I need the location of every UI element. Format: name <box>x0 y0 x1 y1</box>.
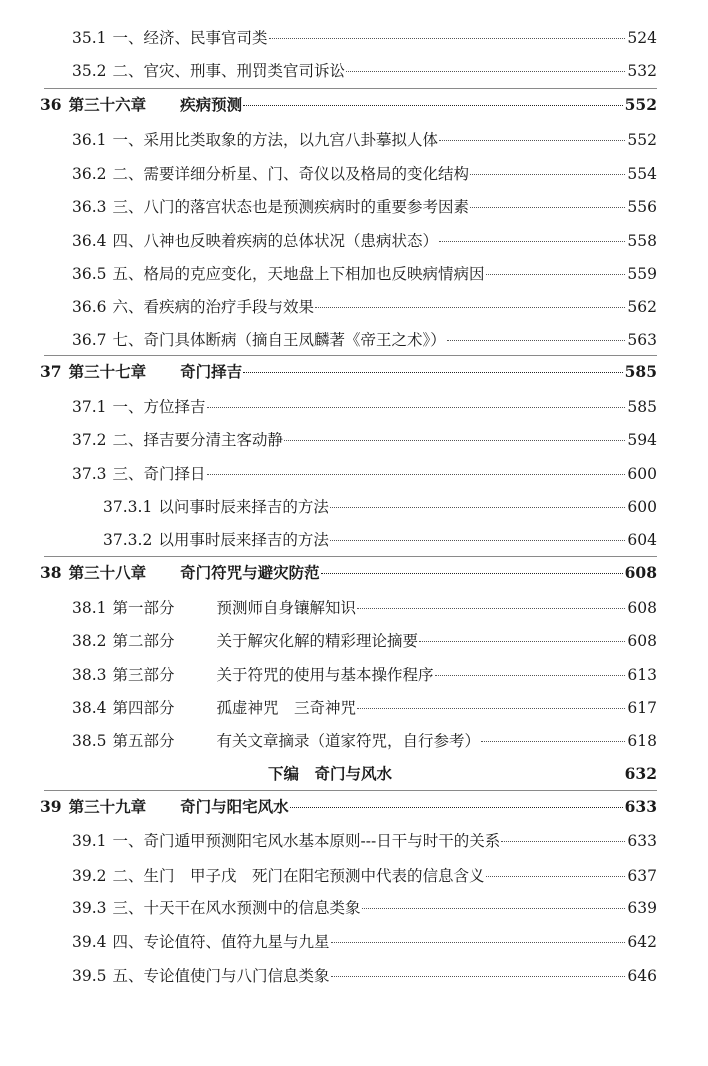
entry-title: 以用事时辰来择吉的方法 <box>158 531 329 549</box>
toc-entry[interactable] <box>72 28 657 50</box>
toc-entry[interactable] <box>72 866 657 888</box>
chapter-divider <box>44 790 657 791</box>
chapter-label: 第三十六章 <box>68 95 147 114</box>
dot-leader <box>447 340 626 341</box>
page-number: 608 <box>627 599 657 617</box>
entry-number: 38.2 <box>72 632 107 650</box>
entry-number: 36.5 <box>72 265 107 283</box>
page-number: 552 <box>624 95 657 114</box>
dot-leader <box>284 440 625 441</box>
page-number: 617 <box>627 699 657 717</box>
toc-entry[interactable] <box>72 731 657 753</box>
dot-leader <box>315 307 625 308</box>
toc-entry[interactable] <box>72 264 657 286</box>
page-number: 585 <box>627 398 657 416</box>
toc-entry[interactable] <box>72 966 657 988</box>
dot-leader <box>290 807 623 808</box>
entry-title: 一、经济、民事官司类 <box>112 29 268 47</box>
entry-number: 37.3.2 <box>103 531 153 549</box>
entry-number: 36.7 <box>72 331 107 349</box>
entry-number: 39.2 <box>72 867 107 885</box>
dot-leader <box>357 608 625 609</box>
entry-number: 35.2 <box>72 62 107 80</box>
entry-number: 36.1 <box>72 131 107 149</box>
dot-leader <box>470 174 625 175</box>
dot-leader <box>269 38 626 39</box>
entry-title: 六、看疾病的治疗手段与效果 <box>112 298 315 316</box>
page-number: 600 <box>627 498 657 516</box>
page-number: 639 <box>627 899 657 917</box>
page-number: 556 <box>627 198 657 216</box>
chapter-label: 第三十七章 <box>68 362 147 381</box>
page-number: 532 <box>627 62 657 80</box>
dot-leader <box>486 274 626 275</box>
page-number: 600 <box>627 465 657 483</box>
toc-entry[interactable] <box>72 130 657 152</box>
dot-leader <box>357 708 625 709</box>
entry-title: 二、生门 甲子戊 死门在阳宅预测中代表的信息含义 <box>112 867 485 885</box>
dot-leader <box>486 876 626 877</box>
dot-leader <box>435 675 626 676</box>
part-label: 第二部分 <box>112 632 175 650</box>
dot-leader <box>501 841 625 842</box>
entry-title: 一、采用比类取象的方法，以九宫八卦摹拟人体 <box>112 131 439 149</box>
dot-leader <box>330 507 626 508</box>
part-label: 第四部分 <box>112 699 175 717</box>
toc-entry[interactable] <box>72 231 657 253</box>
dot-leader <box>470 207 625 208</box>
page-number: 559 <box>627 265 657 283</box>
page-number: 642 <box>627 933 657 951</box>
dot-leader <box>243 372 623 373</box>
entry-title: 三、十天干在风水预测中的信息类象 <box>112 899 361 917</box>
volume-title: 下编 奇门与风水 <box>268 764 393 783</box>
chapter-label: 第三十九章 <box>68 797 147 816</box>
dot-leader <box>346 71 625 72</box>
toc-entry[interactable] <box>72 598 657 620</box>
chapter-row[interactable] <box>40 797 657 819</box>
entry-number: 39 <box>40 797 62 816</box>
page-number: 524 <box>627 29 657 47</box>
entry-number: 38.1 <box>72 599 107 617</box>
dot-leader <box>362 908 626 909</box>
page-number: 613 <box>627 666 657 684</box>
entry-number: 35.1 <box>72 29 107 47</box>
toc-entry[interactable] <box>72 164 657 186</box>
entry-number: 38 <box>40 563 62 582</box>
page-number: 608 <box>624 563 657 582</box>
part-label: 第三部分 <box>112 666 175 684</box>
page-number: 608 <box>627 632 657 650</box>
entry-title: 七、奇门具体断病（摘自王凤麟著《帝王之术》） <box>112 331 446 349</box>
entry-number: 36.2 <box>72 165 107 183</box>
dot-leader <box>331 942 626 943</box>
toc-entry[interactable] <box>103 530 657 552</box>
dot-leader <box>331 976 626 977</box>
entry-number: 39.4 <box>72 933 107 951</box>
chapter-row[interactable] <box>40 563 657 585</box>
volume-heading-row[interactable] <box>268 764 657 784</box>
chapter-divider <box>44 556 657 557</box>
part-label: 第一部分 <box>112 599 175 617</box>
page-number: 552 <box>627 131 657 149</box>
entry-number: 39.1 <box>72 832 107 850</box>
chapter-divider <box>44 355 657 356</box>
toc-entry[interactable] <box>72 297 657 319</box>
entry-title: 二、择吉要分清主客动静 <box>112 431 284 449</box>
entry-number: 38.5 <box>72 732 107 750</box>
entry-title: 四、专论值符、值符九星与九星 <box>112 933 330 951</box>
dot-leader <box>439 241 625 242</box>
page-number: 618 <box>627 732 657 750</box>
toc-entry[interactable] <box>72 397 657 419</box>
entry-title: 关于符咒的使用与基本操作程序 <box>216 666 434 684</box>
entry-title: 有关文章摘录（道家符咒，自行参考） <box>216 732 481 750</box>
page-number: 632 <box>624 764 657 783</box>
toc-entry[interactable] <box>72 898 657 920</box>
entry-title: 三、八门的落宫状态也是预测疾病时的重要参考因素 <box>112 198 470 216</box>
entry-number: 36.6 <box>72 298 107 316</box>
dot-leader <box>330 540 626 541</box>
entry-title: 二、需要详细分析星、门、奇仪以及格局的变化结构 <box>112 165 470 183</box>
toc-entry[interactable] <box>72 631 657 653</box>
entry-number: 37.3.1 <box>103 498 153 516</box>
entry-number: 36 <box>40 95 62 114</box>
dot-leader <box>419 641 625 642</box>
entry-number: 38.3 <box>72 666 107 684</box>
entry-title: 五、格局的克应变化，天地盘上下相加也反映病情病因 <box>112 265 485 283</box>
dot-leader <box>321 573 623 574</box>
page-number: 646 <box>627 967 657 985</box>
part-label: 第五部分 <box>112 732 175 750</box>
entry-number: 36.4 <box>72 232 107 250</box>
chapter-title: 奇门符咒与避灾防范 <box>180 563 320 582</box>
entry-title: 孤虚神咒 三奇神咒 <box>216 699 357 717</box>
chapter-divider <box>44 88 657 89</box>
dot-leader <box>243 105 623 106</box>
toc-entry[interactable] <box>72 698 657 720</box>
page-number: 558 <box>627 232 657 250</box>
entry-number: 37 <box>40 362 62 381</box>
page-number: 633 <box>624 797 657 816</box>
page-number: 562 <box>627 298 657 316</box>
page-number: 594 <box>627 431 657 449</box>
toc-entry[interactable] <box>72 330 657 352</box>
toc-entry[interactable] <box>72 831 657 853</box>
entry-number: 38.4 <box>72 699 107 717</box>
chapter-title: 奇门与阳宅风水 <box>180 797 289 816</box>
entry-title: 一、奇门遁甲预测阳宅风水基本原则---日干与时干的关系 <box>112 832 501 850</box>
chapter-row[interactable] <box>40 95 657 117</box>
toc-entry[interactable] <box>103 497 657 519</box>
page-number: 604 <box>627 531 657 549</box>
dot-leader <box>439 140 625 141</box>
entry-title: 五、专论值使门与八门信息类象 <box>112 967 330 985</box>
page-number: 563 <box>627 331 657 349</box>
toc-entry[interactable] <box>72 932 657 954</box>
toc-entry[interactable] <box>72 665 657 687</box>
entry-number: 36.3 <box>72 198 107 216</box>
dot-leader <box>207 407 626 408</box>
entry-number: 37.3 <box>72 465 107 483</box>
chapter-row[interactable] <box>40 362 657 384</box>
chapter-title: 疾病预测 <box>180 95 243 114</box>
entry-title: 以问事时辰来择吉的方法 <box>158 498 329 516</box>
entry-title: 预测师自身镶解知识 <box>216 599 357 617</box>
toc-entry[interactable] <box>72 464 657 486</box>
entry-title: 三、奇门择日 <box>112 465 206 483</box>
dot-leader <box>481 741 625 742</box>
entry-number: 37.1 <box>72 398 107 416</box>
page-number: 554 <box>627 165 657 183</box>
entry-title: 关于解灾化解的精彩理论摘要 <box>216 632 419 650</box>
entry-title: 一、方位择吉 <box>112 398 206 416</box>
dot-leader <box>207 474 626 475</box>
entry-title: 四、八神也反映着疾病的总体状况（患病状态） <box>112 232 439 250</box>
toc-entry[interactable] <box>72 430 657 452</box>
toc-entry[interactable] <box>72 61 657 83</box>
entry-number: 39.3 <box>72 899 107 917</box>
chapter-title: 奇门择吉 <box>180 362 243 381</box>
toc-entry[interactable] <box>72 197 657 219</box>
page-number: 633 <box>627 832 657 850</box>
entry-title: 二、官灾、刑事、刑罚类官司诉讼 <box>112 62 346 80</box>
entry-number: 37.2 <box>72 431 107 449</box>
chapter-label: 第三十八章 <box>68 563 147 582</box>
entry-number: 39.5 <box>72 967 107 985</box>
page-number: 585 <box>624 362 657 381</box>
page-number: 637 <box>627 867 657 885</box>
